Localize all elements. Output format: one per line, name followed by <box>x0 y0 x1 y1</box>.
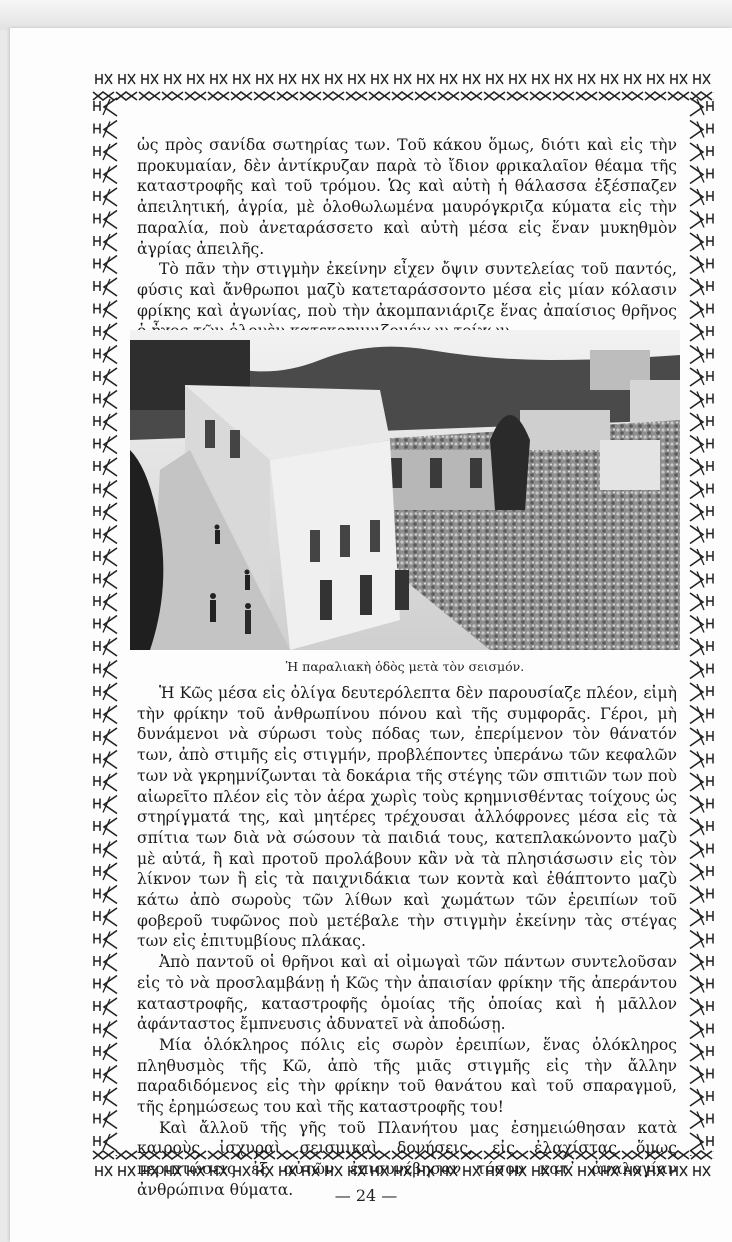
earthquake-ruins-photo <box>130 330 680 650</box>
photo-caption: Ἡ παραλιακὴ ὁδὸς μετὰ τὸν σεισμόν. <box>285 659 525 674</box>
paragraph: Καὶ ἄλλοῦ τῆς γῆς τοῦ Πλανήτου μας ἐσημειώθησαν κατὰ καιροὺς ἰσχυραὶ σεισμικαὶ δονήσεις, εἰς ἐλαχίστας ὅμως περιπτώσεις ἐξ αὐτῶν ἐπισυνέβησαν τόσον κατ᾽ ἀναλογίαν ἀνθρώπινα θύματα. <box>137 1118 677 1199</box>
paragraph: Ἡ Κῶς μέσα εἰς ὀλίγα δευτερόλεπτα δὲν παρουσίαζε πλέον, εἰμὴ τὴν φρίκην τοῦ ἀνθρωπίνου πόνου καὶ τῆς συμφορᾶς. Γέροι, μὴ δυνάμενοι νὰ σύρωσι τοὺς πόδας των, ἐπερίμενον τὸν θάνατόν των, ἀπὸ στιμῆς εἰς στιγμήν, προβλέποντες ὑπεράνω τῶν κεφαλῶν των νὰ γκρημνίζωνται τὰ δοκάρια τῆς στέγης τῶν σπιτιῶν των ποὺ αἰωρεῖτο πλέον εἰς τὸν ἀέρα χωρὶς τοὺς κρημνισθέντας τοίχους ὡς στηρίγματά της, καὶ μητέρες τρέχουσαι ἀλλόφρονες μέσα εἰς τὰ σπίτια των διὰ νὰ σώσουν τὰ παιδιά τους, κατεπλακώνοντο μαζὺ μὲ αὐτά, ἢ καὶ προτοῦ προλάβουν κἂν νὰ τὰ πλησιάσωσιν εἰς τὸν λίκνον των ἢ εἰς τὰ παιχνιδάκια των κοντὰ καὶ ἐθάπτοντο μαζὺ κάτω ἀπὸ σωροὺς τῶν λίθων καὶ χωμάτων τῶν ἐρειπίων τοῦ φοβεροῦ τυφῶνος ποὺ μετέβαλε τὴν στιγμὴν ἐκείνην τὰς στέγας των εἰς ἐπιτυμβίους πλάκας. <box>137 684 677 951</box>
ornamental-border-top <box>92 71 714 101</box>
text-block-bottom <box>137 683 677 1201</box>
paragraph: Τὸ πᾶν τὴν στιγμὴν ἐκείνην εἶχεν ὄψιν συντελείας τοῦ παντός, φύσις καὶ ἄνθρωποι μαζὺ κατεταράσσοντο μέσα εἰς μίαν κόλασιν φρίκης καὶ ἀγωνίας, ποὺ τὴν ἀκομπανιάριζε ἕνας ἀπαίσιος θρῆνος <box>137 260 677 320</box>
paragraph: Ἀπὸ παντοῦ οἱ θρῆνοι καὶ αἱ οἰμωγαὶ τῶν πάντων συντελοῦσαν εἰς τὸ νὰ προσλαμβάνῃ ἡ Κῶς τὴν ἀπαισίαν φρίκην τῆς ἀπεράντου καταστροφῆς, καταστροφῆς ὁμοίας τῆς ὁποίας καὶ ἡ μᾶλλον ἀφάνταστος ἔμπνευσις ἀδυνατεῖ νὰ ἀποδώσῃ. <box>137 953 677 1034</box>
ornamental-border-right <box>688 96 716 1156</box>
page-number: — 24 — <box>334 1186 398 1205</box>
text-block-top <box>137 135 677 342</box>
paragraph: ὡς πρὸς σανίδα σωτηρίας των. Τοῦ κάκου ὅμως, διότι καὶ εἰς τὴν προκυμαίαν, δὲν ἀντίκρυζαν παρὰ τὸ ἴδιον φρικαλαῖον θέαμα τῆς καταστροφῆς καὶ τοῦ τρόμου. Ὡς καὶ αὐτὴ ἡ θάλασσα ἐξέσπαζεν ἀπειλητική, ἀγρία, μὲ ὁλοθωλωμένα μαυρόγκριζα κύματα εἰς τὴν παραλία, ποὺ ἀνεταράσσετο καὶ αὐτὴ μέσα εἰς ἕναν μυκηθμὸν ἀγρίας ἀπειλῆς. <box>137 136 677 258</box>
viewer-top-edge <box>0 0 732 30</box>
ornamental-border-left <box>91 96 119 1156</box>
paragraph: Μία ὁλόκληρος πόλις εἰς σωρὸν ἐρειπίων, ἕνας ὁλόκληρος πληθυσμὸς τῆς Κῶ, ἀπὸ τῆς μιᾶς στιγμῆς εἰς τὴν ἄλλην παραδιδόμενος εἰς τὴν φρίκην τοῦ θανάτου καὶ τοῦ σπαραγμοῦ, τῆς ἐρημώσεως του καὶ τῆς καταστροφῆς του! <box>137 1035 677 1117</box>
